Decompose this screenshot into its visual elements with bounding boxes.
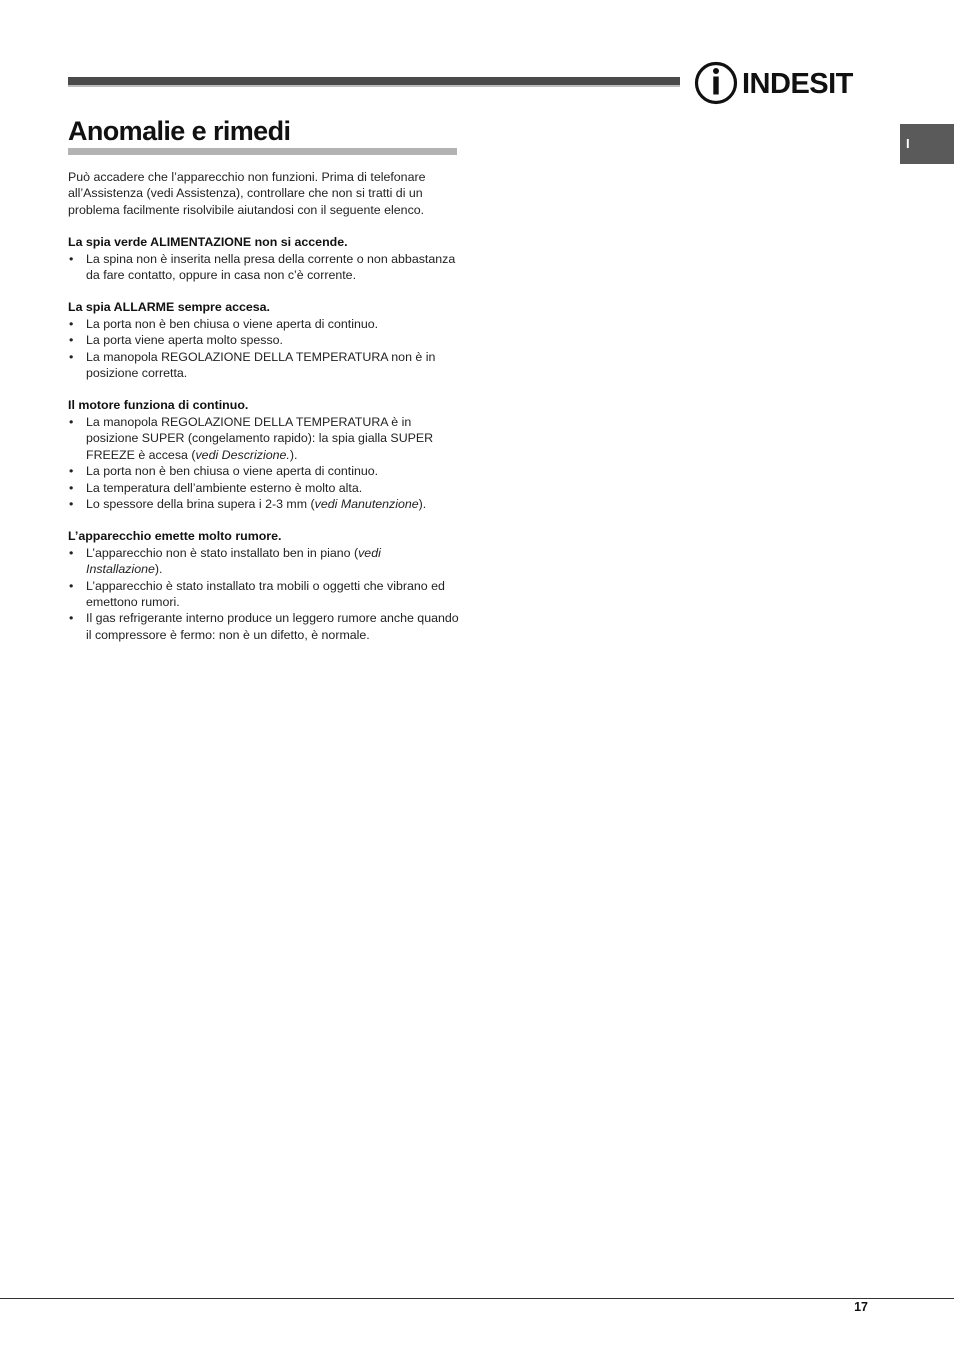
cross-reference: vedi Manutenzione bbox=[314, 496, 419, 511]
list-item-text: La temperatura dell’ambiente esterno è molto alta. bbox=[86, 480, 363, 495]
list-item-text: La spina non è inserita nella presa della corrente o non abbastanza da fare contatto, oppure in casa non c’è corrente. bbox=[86, 251, 456, 283]
footer-rule bbox=[0, 1298, 954, 1299]
list-item bbox=[68, 545, 460, 578]
list-item bbox=[68, 480, 460, 496]
list-item bbox=[68, 316, 460, 332]
brand-wordmark: INDESIT bbox=[742, 68, 853, 100]
indesit-logo bbox=[694, 60, 870, 106]
page-title: Anomalie e rimedi bbox=[68, 116, 291, 146]
list-item-text: Lo spessore della brina supera i 2-3 mm ( bbox=[86, 496, 315, 511]
troubleshooting-section bbox=[68, 528, 460, 643]
header-rule bbox=[68, 77, 680, 87]
remedy-list bbox=[68, 251, 460, 284]
list-item bbox=[68, 332, 460, 348]
troubleshooting-section bbox=[68, 299, 460, 381]
intro-paragraph: Può accadere che l’apparecchio non funzioni. Prima di telefonare all’Assistenza (vedi Assistenza), controllare che non si tratti di un problema facilmente risolvibile aiutandosi con il seguente elenco. bbox=[68, 170, 426, 217]
section-heading: La spia verde ALIMENTAZIONE non si accende. bbox=[68, 235, 348, 250]
list-item-text: La manopola REGOLAZIONE DELLA TEMPERATURA non è in posizione corretta. bbox=[86, 349, 436, 381]
list-item-suffix: ). bbox=[289, 447, 298, 462]
list-item-suffix: ). bbox=[154, 562, 163, 577]
list-item-text: L’apparecchio è stato installato tra mobili o oggetti che vibrano ed emettono rumori. bbox=[86, 578, 445, 609]
remedy-list bbox=[68, 545, 460, 643]
language-tab: I bbox=[900, 124, 954, 164]
troubleshooting-content bbox=[68, 169, 460, 659]
list-item bbox=[68, 578, 460, 611]
troubleshooting-sections bbox=[68, 234, 460, 643]
list-item bbox=[68, 463, 460, 479]
title-underline bbox=[68, 148, 457, 155]
troubleshooting-section bbox=[68, 234, 460, 283]
section-heading: La spia ALLARME sempre accesa. bbox=[68, 300, 271, 315]
section-heading: L’apparecchio emette molto rumore. bbox=[68, 529, 282, 544]
cross-reference: vedi Descrizione. bbox=[195, 447, 290, 462]
list-item-text: L’apparecchio non è stato installato ben in piano ( bbox=[86, 545, 359, 560]
remedy-list bbox=[68, 316, 460, 382]
cross-reference: vedi Installazione bbox=[86, 545, 381, 577]
list-item-text: La porta non è ben chiusa o viene aperta di continuo. bbox=[86, 464, 379, 479]
section-heading: Il motore funziona di continuo. bbox=[68, 398, 249, 413]
page-number: 17 bbox=[854, 1300, 868, 1314]
list-item-text: Il gas refrigerante interno produce un leggero rumore anche quando il compressore è fermo: non è un difetto, è normale. bbox=[86, 611, 459, 642]
list-item-text: La porta viene aperta molto spesso. bbox=[86, 333, 283, 348]
list-item bbox=[68, 349, 460, 382]
list-item bbox=[68, 414, 460, 463]
remedy-list bbox=[68, 414, 460, 512]
troubleshooting-section bbox=[68, 397, 460, 512]
list-item bbox=[68, 610, 460, 643]
list-item-suffix: ). bbox=[418, 496, 427, 511]
list-item-text: La manopola REGOLAZIONE DELLA TEMPERATURA è in posizione SUPER (congelamento rapido): la spia gialla SUPER FREEZE è accesa ( bbox=[86, 414, 434, 462]
list-item-text: La porta non è ben chiusa o viene aperta di continuo. bbox=[86, 316, 379, 331]
list-item bbox=[68, 496, 460, 512]
list-item bbox=[68, 251, 460, 284]
